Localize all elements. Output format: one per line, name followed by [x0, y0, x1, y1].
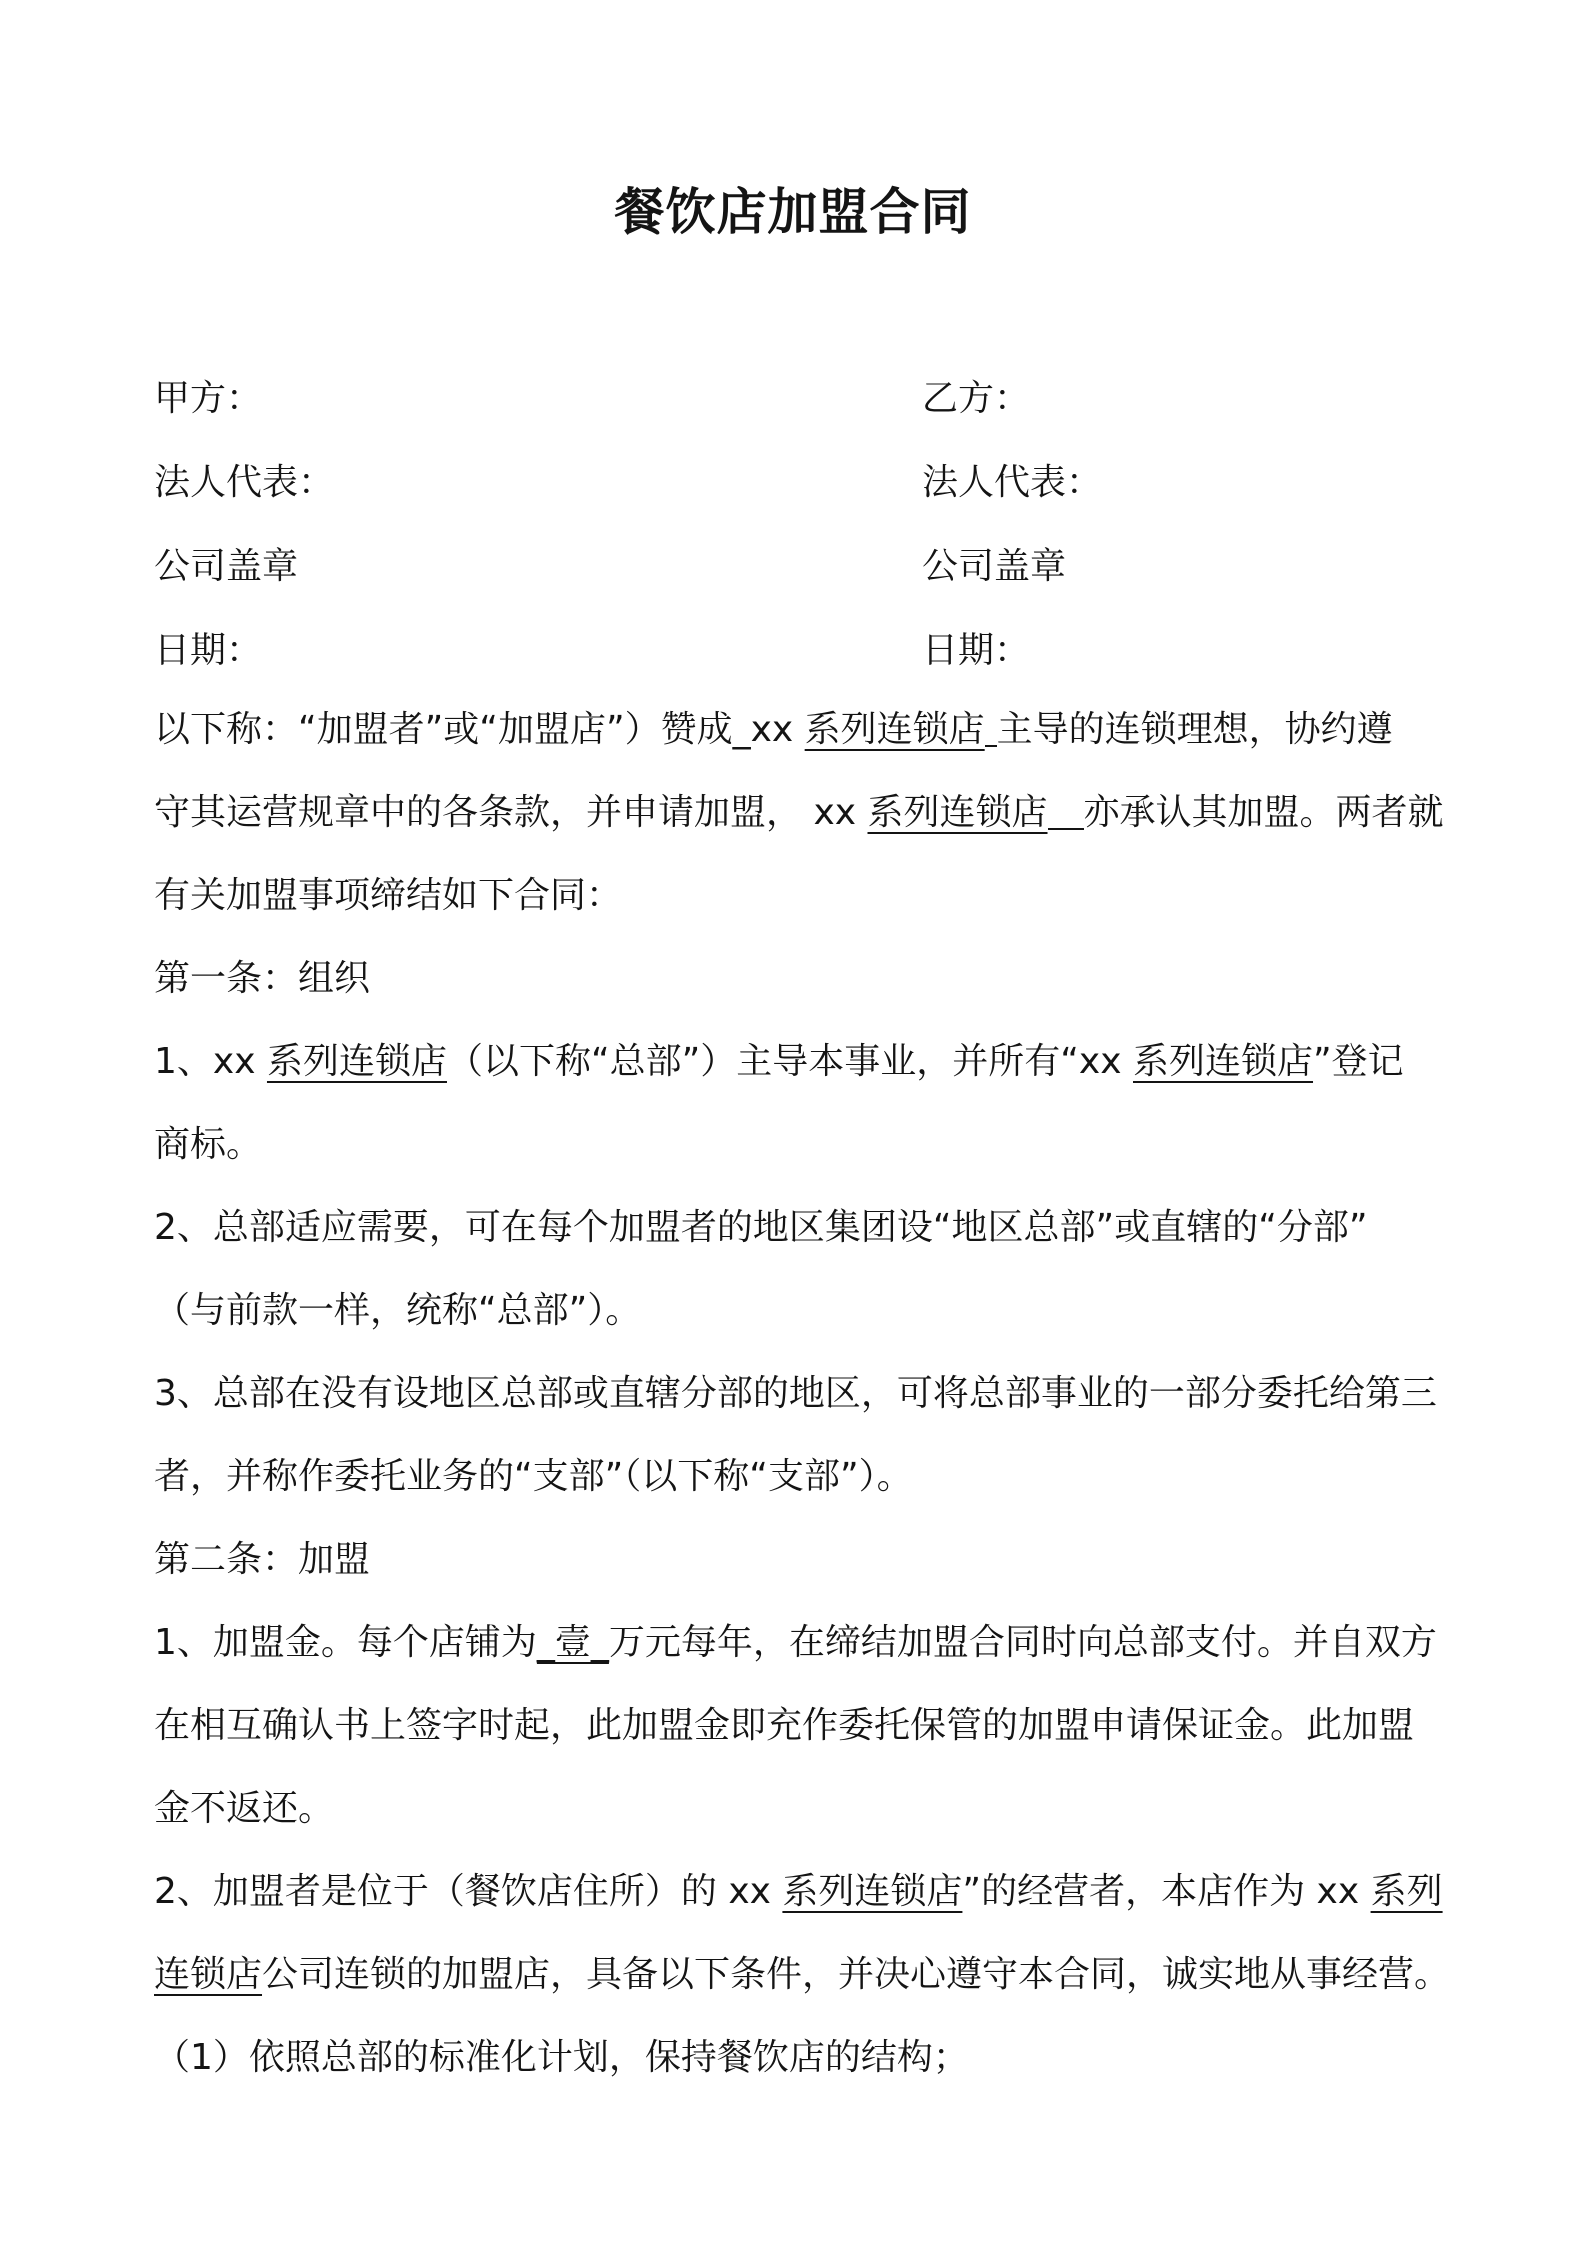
- clause-text: ”登记: [1313, 1041, 1404, 1082]
- article-1-clause-3-cont: 者，并称作委托业务的“支部”（以下称“支部”）。: [154, 1456, 913, 1497]
- contract-body: [154, 688, 1484, 2099]
- page-title: 餐饮店加盟合同: [614, 183, 972, 241]
- chain-name: 系列连锁店: [1133, 1041, 1314, 1082]
- clause-text: 公司连锁的加盟店，具备以下条件，并决心遵守本合同，诚实地从事经营。: [262, 1954, 1451, 1995]
- article-2-clause-1-cont: 在相互确认书上签字时起，此加盟金即充作委托保管的加盟申请保证金。此加盟: [154, 1705, 1415, 1746]
- blank-underline: [1048, 798, 1084, 830]
- article-2-clause-2-cont: [154, 1933, 1484, 2016]
- clause-text: 1、xx: [154, 1041, 267, 1082]
- article-2-clause-2: [154, 1850, 1484, 1933]
- party-b-date: 日期：: [922, 630, 1031, 671]
- article-2-item-1: （1）依照总部的标准化计划，保持餐饮店的结构；: [154, 2037, 969, 2078]
- chain-name: 系列连锁店: [782, 1871, 963, 1912]
- clause-text: ”的经营者，本店作为 xx: [962, 1871, 1371, 1912]
- chain-name: 连锁店: [154, 1954, 263, 1995]
- intro-line-3: 有关加盟事项缔结如下合同：: [154, 875, 623, 916]
- intro-text: 守其运营规章中的各条款，并申请加盟， xx: [154, 792, 868, 833]
- chain-name: 系列: [1370, 1871, 1443, 1912]
- clause-text: （以下称“总部”）主导本事业，并所有“xx: [446, 1041, 1133, 1082]
- clause-text: 万元每年，在缔结加盟合同时向总部支付。并自双方: [608, 1622, 1437, 1663]
- intro-line-2: [154, 771, 1484, 854]
- chain-name: 系列连锁店: [867, 792, 1048, 833]
- party-b-rep: 法人代表：: [922, 462, 1103, 503]
- intro-text: 主导的连锁理想，协约遵: [996, 709, 1393, 750]
- article-2-clause-1: [154, 1601, 1484, 1684]
- party-a-rep: 法人代表：: [154, 462, 335, 503]
- intro-line-1: [154, 688, 1484, 771]
- clause-text: 2、加盟者是位于（餐饮店住所）的 xx: [154, 1871, 783, 1912]
- party-a-seal: 公司盖章: [154, 546, 299, 587]
- article-1-clause-3: 3、总部在没有设地区总部或直辖分部的地区，可将总部事业的一部分委托给第三: [154, 1373, 1437, 1414]
- article-1-clause-2-cont: （与前款一样，统称“总部”）。: [154, 1290, 642, 1331]
- article-2-clause-1-end: 金不返还。: [154, 1788, 335, 1829]
- intro-text: 以下称：“加盟者”或“加盟店”）赞成_xx: [154, 709, 805, 750]
- article-1-heading: 第一条：组织: [154, 958, 371, 999]
- clause-text: 1、加盟金。每个店铺为: [154, 1622, 537, 1663]
- intro-text: 亦承认其加盟。两者就: [1083, 792, 1444, 833]
- chain-name: 系列连锁店: [266, 1041, 447, 1082]
- article-1-clause-1-cont: 商标。: [154, 1124, 263, 1165]
- article-2-heading: 第二条：加盟: [154, 1539, 371, 1580]
- blank-underline: [985, 715, 997, 747]
- party-b-label: 乙方：: [922, 378, 1031, 419]
- party-a-date: 日期：: [154, 630, 263, 671]
- party-a-label: 甲方：: [154, 378, 263, 419]
- article-1-clause-1: [154, 1020, 1484, 1103]
- chain-name: 系列连锁店: [804, 709, 985, 750]
- article-1-clause-2: 2、总部适应需要，可在每个加盟者的地区集团设“地区总部”或直辖的“分部”: [154, 1207, 1368, 1248]
- fee-amount: _壹_: [536, 1622, 609, 1663]
- party-b-seal: 公司盖章: [922, 546, 1067, 587]
